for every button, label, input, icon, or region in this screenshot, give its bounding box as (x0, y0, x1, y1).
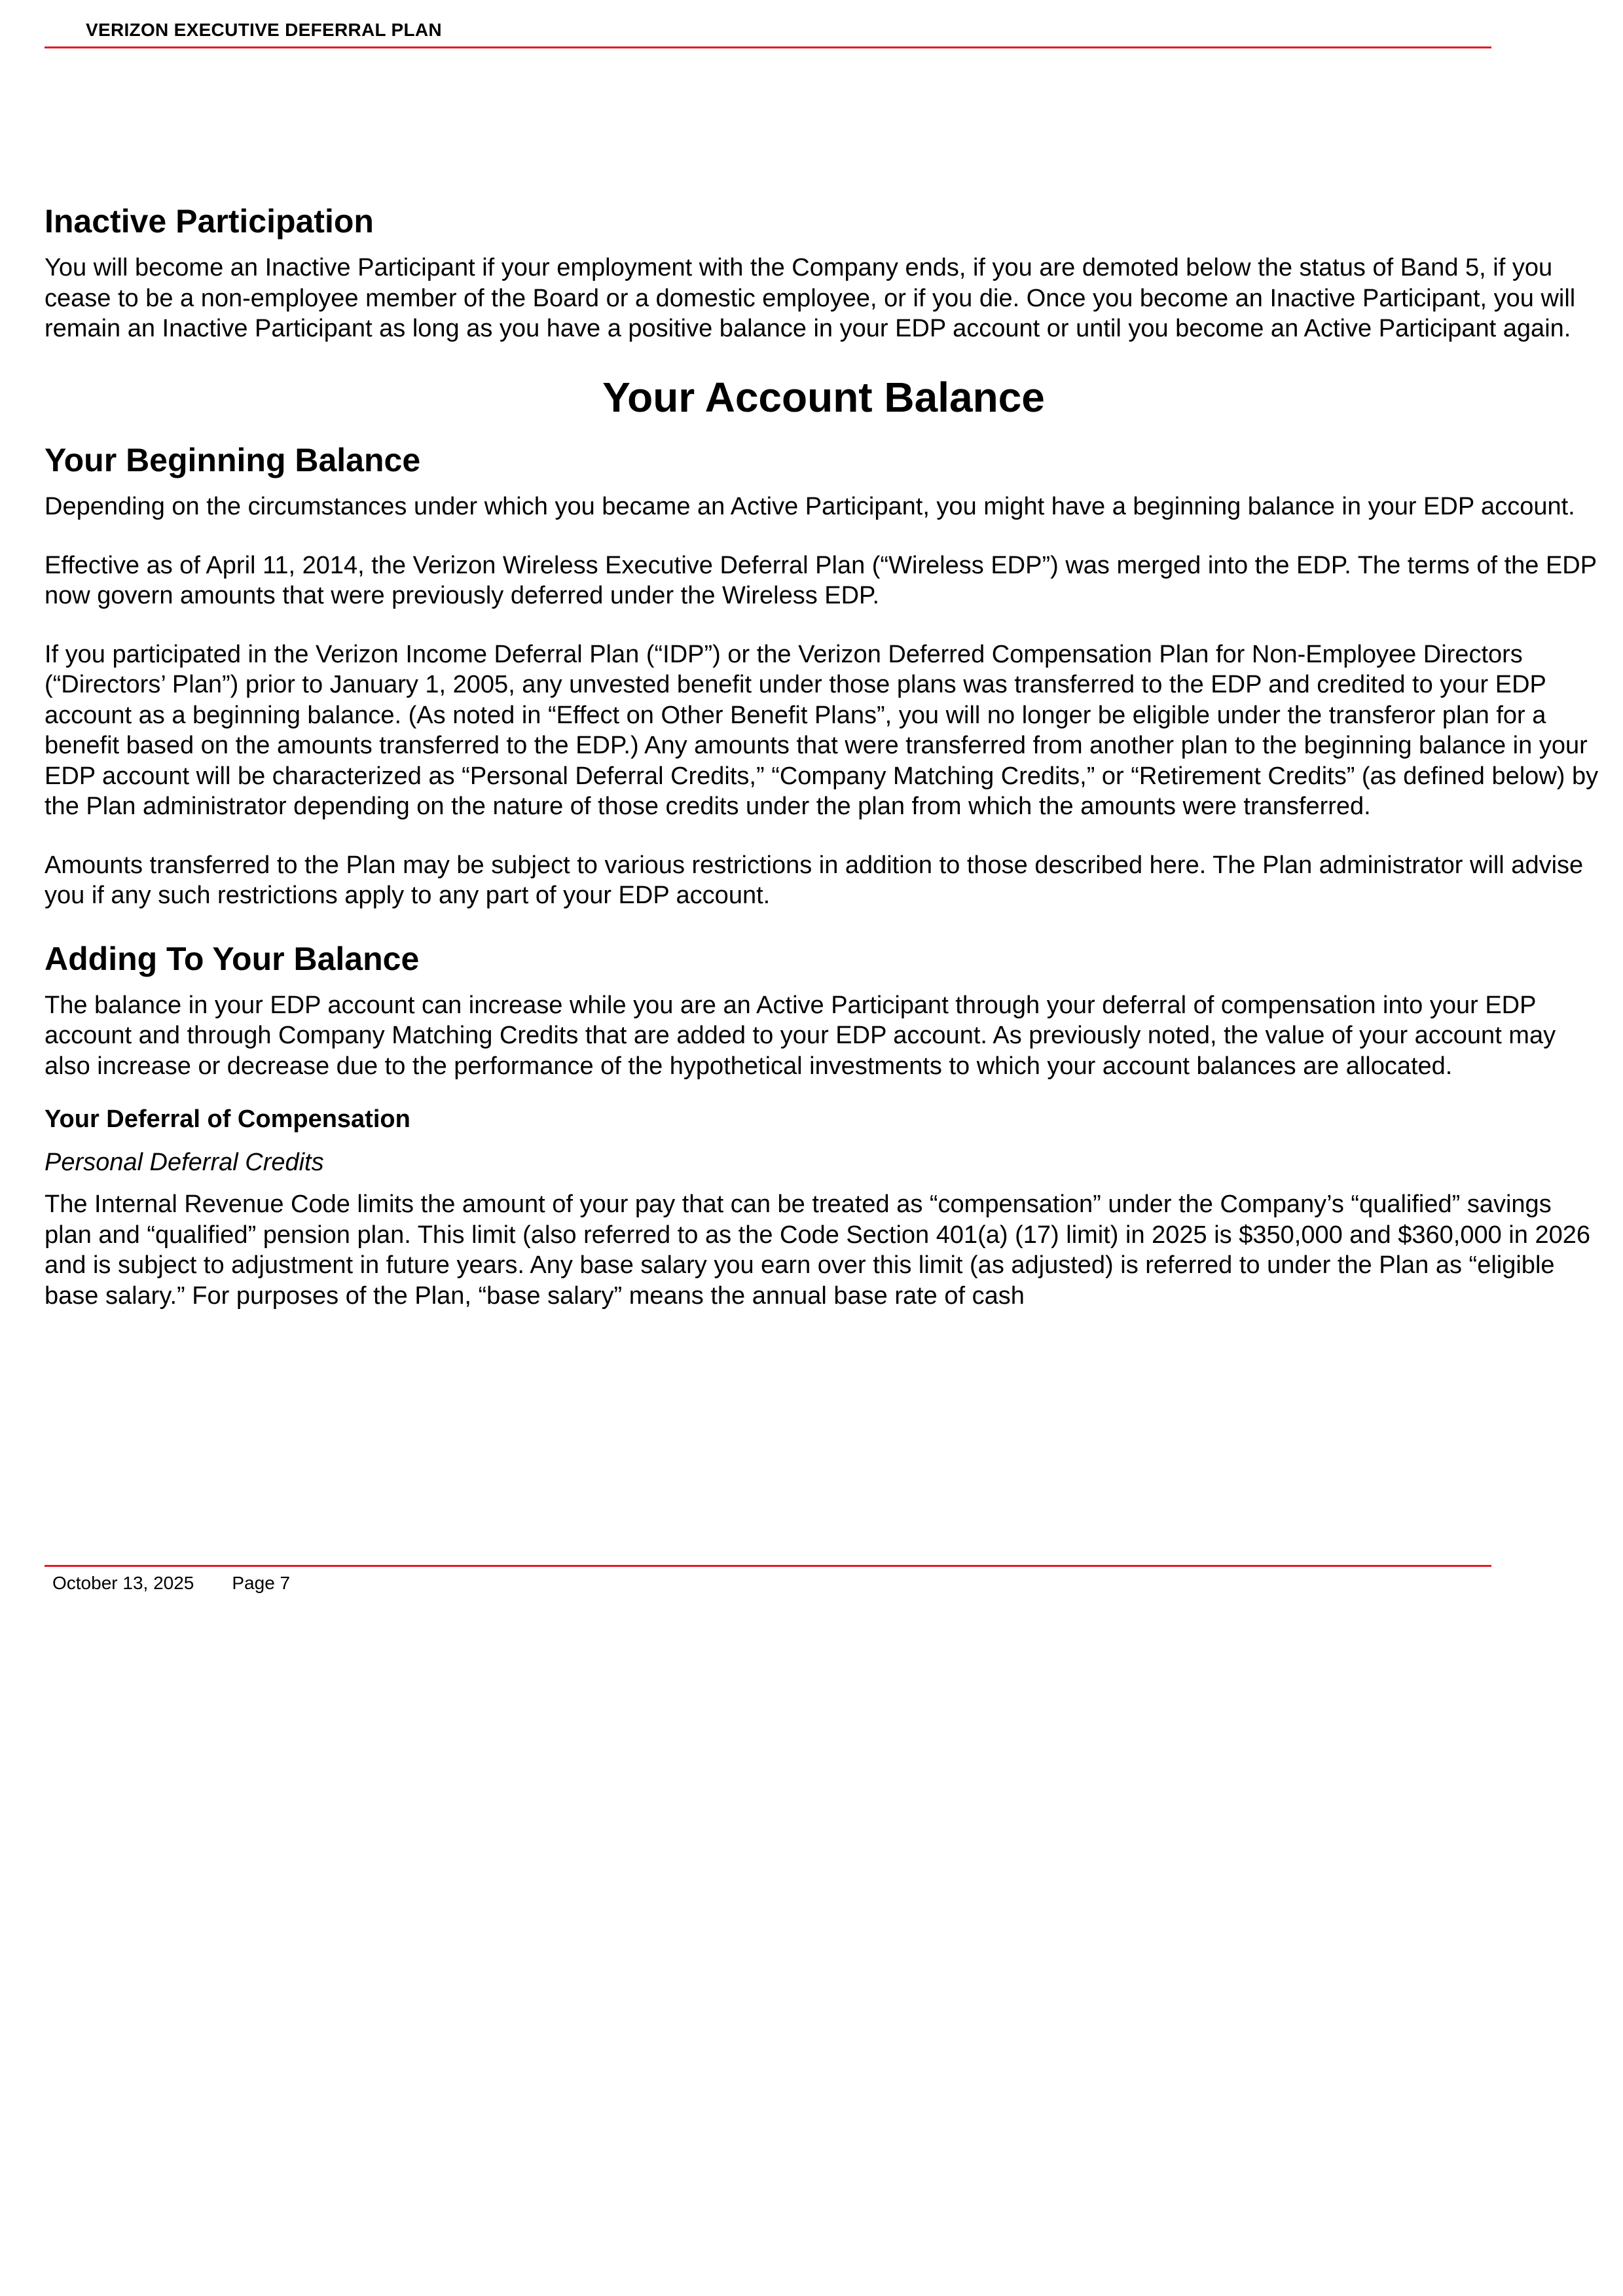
document-body (45, 202, 1603, 1339)
page-title: Your Account Balance (602, 373, 1045, 421)
paragraph-adding-1: The balance in your EDP account can increase while you are an Active Participant through your deferral of compensation into your EDP account and through Company Matching Credits that are added to your EDP account. As previously noted, the value of your account may also increase or decrease due to the performance of the hypothetical investments to which your account balances are allocated. (45, 991, 1556, 1080)
paragraph-inactive-1: You will become an Inactive Participant if your employment with the Company ends, if you are demoted below the status of Band 5, if you cease to be a non-employee member of the Board or a domestic employee, or if you die. Once you become an Inactive Participant, you will remain an Inactive Participant as long as you have a positive balance in your EDP account or until you become an Active Participant again. (45, 254, 1576, 342)
heading-beginning-balance: Your Beginning Balance (45, 442, 421, 479)
heading-personal-deferral-credits: Personal Deferral Credits (45, 1148, 324, 1176)
paragraph-beginning-4: Amounts transferred to the Plan may be subject to various restrictions in addition to those described here. The Plan administrator will advise you if any such restrictions apply to any part of your EDP account. (45, 851, 1584, 910)
footer-rule (45, 1565, 1491, 1567)
section-inactive-participation (45, 202, 1603, 344)
paragraph-beginning-3: If you participated in the Verizon Income Deferral Plan (“IDP”) or the Verizon Deferred Compensation Plan for Non-Employee Directors (“Directors’ Plan”) prior to January 1, 2005, any unvested benefit under those plans was transferred to the EDP and credited to your EDP account as a beginning balance. (As noted in “Effect on Other Benefit Plans”, you will no longer be eligible under the transferor plan for a benefit based on the amounts transferred to the EDP.) Any amounts that were transferred from another plan to the beginning balance in your EDP account will be characterized as “Personal Deferral Credits,” “Company Matching Credits,” or “Retirement Credits” (as defined below) by the Plan administrator depending on the nature of those credits under the plan from which the amounts were transferred. (45, 640, 1599, 821)
footer-date: October 13, 2025 (52, 1573, 194, 1593)
paragraph-beginning-2: Effective as of April 11, 2014, the Verizon Wireless Executive Deferral Plan (“Wireless EDP”) was merged into the EDP. The terms of the EDP now govern amounts that were previously deferred under the Wireless EDP. (45, 551, 1597, 610)
heading-inactive-participation: Inactive Participation (45, 203, 374, 240)
page-footer (52, 1573, 290, 1594)
section-beginning-balance (45, 440, 1603, 911)
footer-page-number: Page 7 (232, 1573, 291, 1593)
section-adding-balance (45, 939, 1603, 1312)
header-rule (45, 46, 1491, 48)
heading-deferral-of-compensation: Your Deferral of Compensation (45, 1105, 410, 1134)
paragraph-adding-2: The Internal Revenue Code limits the amount of your pay that can be treated as “compensation” under the Company’s “qualified” savings plan and “qualified” pension plan. This limit (also referred to as the Code Section 401(a) (17) limit) in 2025 is $350,000 and $360,000 in 2026 and is subject to adjustment in future years. Any base salary you earn over this limit (as adjusted) is referred to under the Plan as “eligible base salary.” For purposes of the Plan, “base salary” means the annual base rate of cash (45, 1191, 1590, 1310)
running-header-title: VERIZON EXECUTIVE DEFERRAL PLAN (86, 20, 442, 40)
heading-adding-balance: Adding To Your Balance (45, 940, 420, 977)
paragraph-beginning-1: Depending on the circumstances under which you became an Active Participant, you might have a beginning balance in your EDP account. (45, 493, 1575, 521)
